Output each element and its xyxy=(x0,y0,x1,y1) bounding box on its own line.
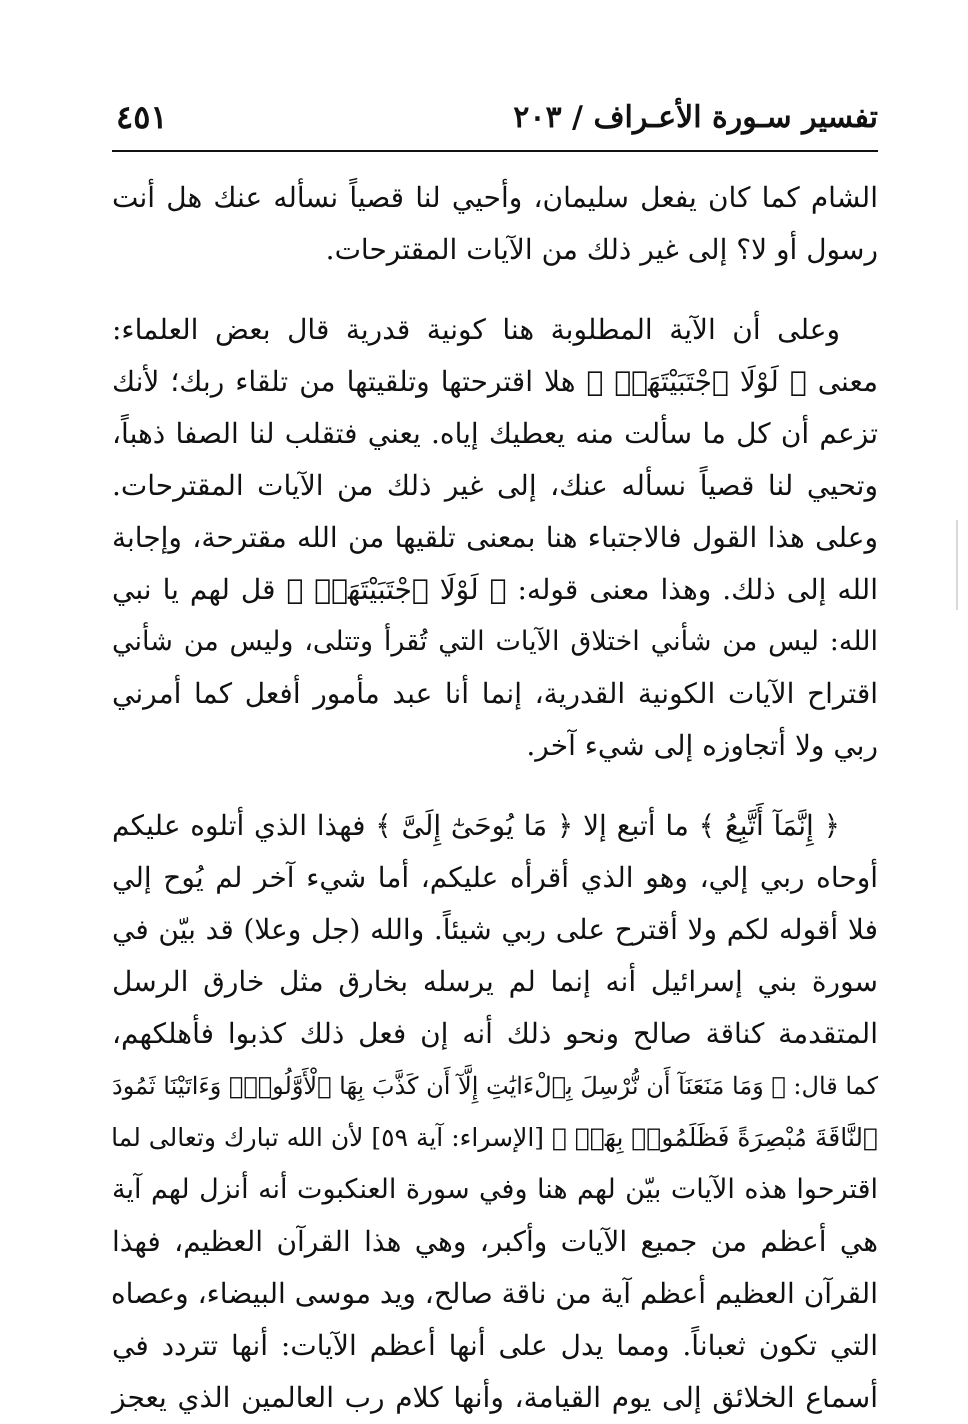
text-line: القرآن العظيم أعظم آية من ناقة صالح، ويد موسى البيضاء، وعصاه xyxy=(110,1277,878,1310)
text-line: وتحيي لنا قصياً نسأله عنك، إلى غير ذلك من الآيات المقترحات. xyxy=(112,469,878,502)
text-line: المتقدمة كناقة صالح ونحو ذلك أنه إن فعل ذلك كذبوا فأهلكهم، xyxy=(112,1017,878,1050)
text-line: فلا أقوله لكم ولا أقترح على ربي شيئاً. والله (جل وعلا) قد بيّن في xyxy=(112,913,878,946)
text-line: الله إلى ذلك. وهذا معنى قوله: ﴿ لَوْلَا ٱجْتَبَيْتَهَاۚ ﴾ قل لهم يا نبي xyxy=(112,573,878,606)
paragraph-gap xyxy=(112,276,878,304)
text-line: سورة بني إسرائيل أنه إنما لم يرسله بخارق مثل خارق الرسل xyxy=(112,965,878,998)
text-line: وعلى أن الآية المطلوبة هنا كونية قدرية قال بعض العلماء: xyxy=(112,313,841,346)
text-line: هي أعظم من جميع الآيات وأكبر، وهي هذا القرآن العظيم، فهذا xyxy=(112,1225,878,1258)
running-header xyxy=(112,92,878,148)
page-number: ٤٥١ xyxy=(116,98,168,136)
paragraph-gap xyxy=(112,772,878,800)
text-line: أوحاه ربي إلي، وهو الذي أقرأه عليكم، أما شيء آخر لم يُوح إلي xyxy=(112,861,878,894)
paragraph-1 xyxy=(112,172,878,276)
text-line: وعلى هذا القول فالاجتباء هنا بمعنى تلقيها من الله مقترحة، وإجابة xyxy=(112,521,878,554)
text-line: اقترحوا هذه الآيات بيّن لهم هنا وفي سورة العنكبوت أنه أنزل لهم آية xyxy=(112,1174,878,1205)
text-line: اقتراح الآيات الكونية القدرية، إنما أنا عبد مأمور أفعل كما أمرني xyxy=(112,677,878,710)
text-line: الشام كما كان يفعل سليمان، وأحيي لنا قصياً نسأله عنك هل أنت xyxy=(112,181,878,214)
text-line: ربي ولا أتجاوزه إلى شيء آخر. xyxy=(526,729,878,762)
page-edge-mark xyxy=(956,520,958,610)
header-rule xyxy=(112,150,878,152)
text-line: رسول أو لا؟ إلى غير ذلك من الآيات المقترحات. xyxy=(325,233,878,266)
paragraph-2 xyxy=(112,304,878,772)
text-line: كما قال: ﴿ وَمَا مَنَعَنَآ أَن نُّرْسِلَ بِٱلْءَايَٰتِ إِلَّآ أَن كَذَّبَ بِهَا ٱلْأَوَّلُونَۚ وَءَاتَيْنَا ثَمُودَ xyxy=(112,1072,878,1100)
text-line: الله: ليس من شأني اختلاق الآيات التي تُقرأ وتتلى، وليس من شأني xyxy=(112,626,878,657)
text-line: تزعم أن كل ما سألت منه يعطيك إياه. يعني فتقلب لنا الصفا ذهباً، xyxy=(112,417,878,450)
text-line: أسماع الخلائق إلى يوم القيامة، وأنها كلام رب العالمين الذي يعجز xyxy=(112,1381,878,1414)
paragraph-3 xyxy=(112,800,878,1424)
text-line: ٱلنَّاقَةَ مُبْصِرَةً فَظَلَمُوا۟ بِهَاۚ ﴾ [الإسراء: آية ٥٩] لأن الله تبارك وتعالى لما xyxy=(111,1123,878,1152)
text-line: ﴿ إِنَّمَآ أَتَّبِعُ ﴾ ما أتبع إلا ﴿ مَا يُوحَىٰٓ إِلَىَّ ﴾ فهذا الذي أتلوه عليكم xyxy=(112,809,840,842)
header-title: تفسير سـورة الأعـراف / ٢٠٣ xyxy=(513,100,878,135)
text-line: معنى ﴿ لَوْلَا ٱجْتَبَيْتَهَاۚ ﴾ هلا اقترحتها وتلقيتها من تلقاء ربك؛ لأنك xyxy=(112,365,878,398)
body-text xyxy=(112,172,878,1424)
text-line: التي تكون ثعباناً. ومما يدل على أنها أعظم الآيات: أنها تتردد في xyxy=(112,1329,878,1362)
